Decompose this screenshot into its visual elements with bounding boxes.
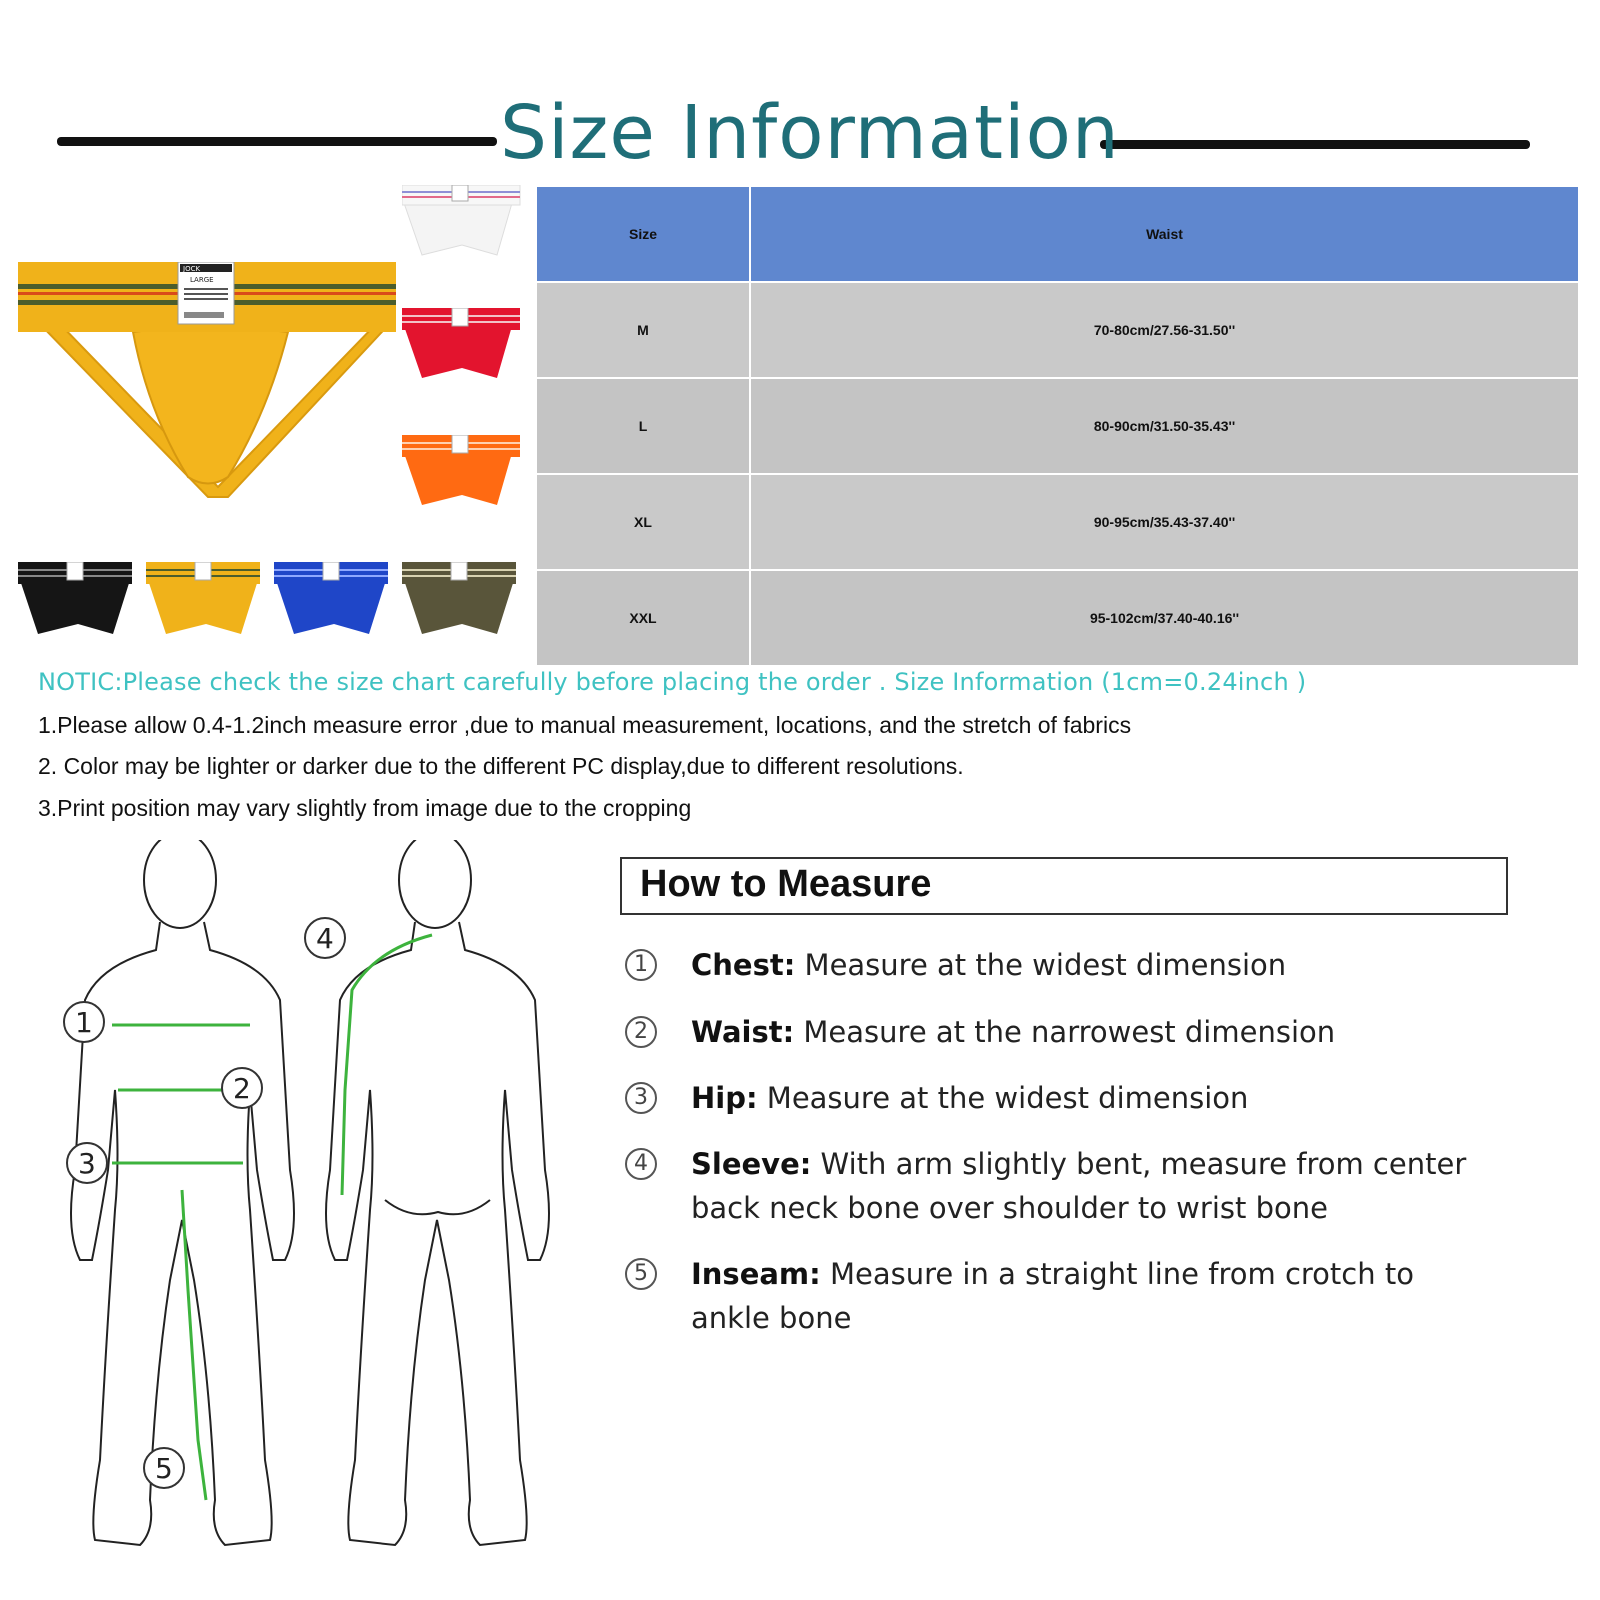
step-number: 1 — [625, 949, 657, 981]
marker-1-label: 1 — [75, 1006, 93, 1039]
product-thumb-red — [402, 308, 522, 380]
step-text: With arm slightly bent, measure from center back neck bone over shoulder to wrist bone — [691, 1147, 1467, 1225]
note-item-2: 2. Color may be lighter or darker due to the different PC display,due to different resolutions. — [38, 753, 964, 779]
how-to-measure-box — [620, 857, 1508, 915]
title-rule-left — [57, 137, 497, 146]
size-cell: XL — [536, 474, 750, 570]
marker-4-label: 4 — [316, 922, 334, 955]
note-item-1: 1.Please allow 0.4-1.2inch measure error ,due to manual measurement, locations, and the stretch of fabrics — [38, 712, 1132, 738]
step-label: Inseam: — [691, 1257, 821, 1291]
waist-cell: 80-90cm/31.50-35.43'' — [750, 378, 1579, 474]
step-text: Measure at the narrowest dimension — [794, 1015, 1336, 1049]
product-image-main — [18, 262, 398, 502]
header-waist: Waist — [750, 186, 1579, 282]
product-thumb-blue — [274, 562, 394, 638]
step-text: Measure at the widest dimension — [795, 948, 1287, 982]
waist-cell: 90-95cm/35.43-37.40'' — [750, 474, 1579, 570]
body-measure-figure — [60, 840, 580, 1584]
label-size-text: LARGE — [190, 276, 214, 284]
marker-3-label: 3 — [78, 1147, 96, 1180]
marker-2-label: 2 — [233, 1072, 251, 1105]
product-thumb-black — [18, 562, 138, 638]
how-to-measure-title: How to Measure — [640, 863, 932, 905]
size-cell: L — [536, 378, 750, 474]
waist-cell: 95-102cm/37.40-40.16'' — [750, 570, 1579, 666]
table-row — [536, 282, 1579, 378]
step-text: Measure in a straight line from crotch to ankle bone — [691, 1257, 1414, 1335]
product-thumb-white — [402, 185, 522, 257]
size-cell: M — [536, 282, 750, 378]
page-title: Size Information — [500, 90, 1120, 176]
step-number: 3 — [625, 1082, 657, 1114]
table-row — [536, 378, 1579, 474]
step-label: Hip: — [691, 1081, 758, 1115]
step-number: 5 — [625, 1258, 657, 1290]
step-label: Sleeve: — [691, 1147, 812, 1181]
size-table — [535, 185, 1580, 667]
step-number: 2 — [625, 1016, 657, 1048]
size-table-header-row — [536, 186, 1579, 282]
step-label: Chest: — [691, 948, 796, 982]
step-label: Waist: — [691, 1015, 795, 1049]
product-thumb-olive — [402, 562, 522, 638]
notice-text: NOTIC:Please check the size chart carefully before placing the order . Size Information (1cm=0.24inch ) — [38, 668, 1307, 696]
product-thumb-orange — [402, 435, 522, 507]
product-thumb-yellow — [146, 562, 266, 638]
table-row — [536, 474, 1579, 570]
title-rule-right — [1100, 140, 1530, 149]
marker-5-label: 5 — [155, 1452, 173, 1485]
waist-cell: 70-80cm/27.56-31.50'' — [750, 282, 1579, 378]
step-text: Measure at the widest dimension — [757, 1081, 1249, 1115]
label-brand-text: JOCK — [183, 265, 201, 273]
table-row — [536, 570, 1579, 666]
note-item-3: 3.Print position may vary slightly from image due to the cropping — [38, 795, 692, 821]
step-number: 4 — [625, 1148, 657, 1180]
header-size: Size — [536, 186, 750, 282]
size-cell: XXL — [536, 570, 750, 666]
